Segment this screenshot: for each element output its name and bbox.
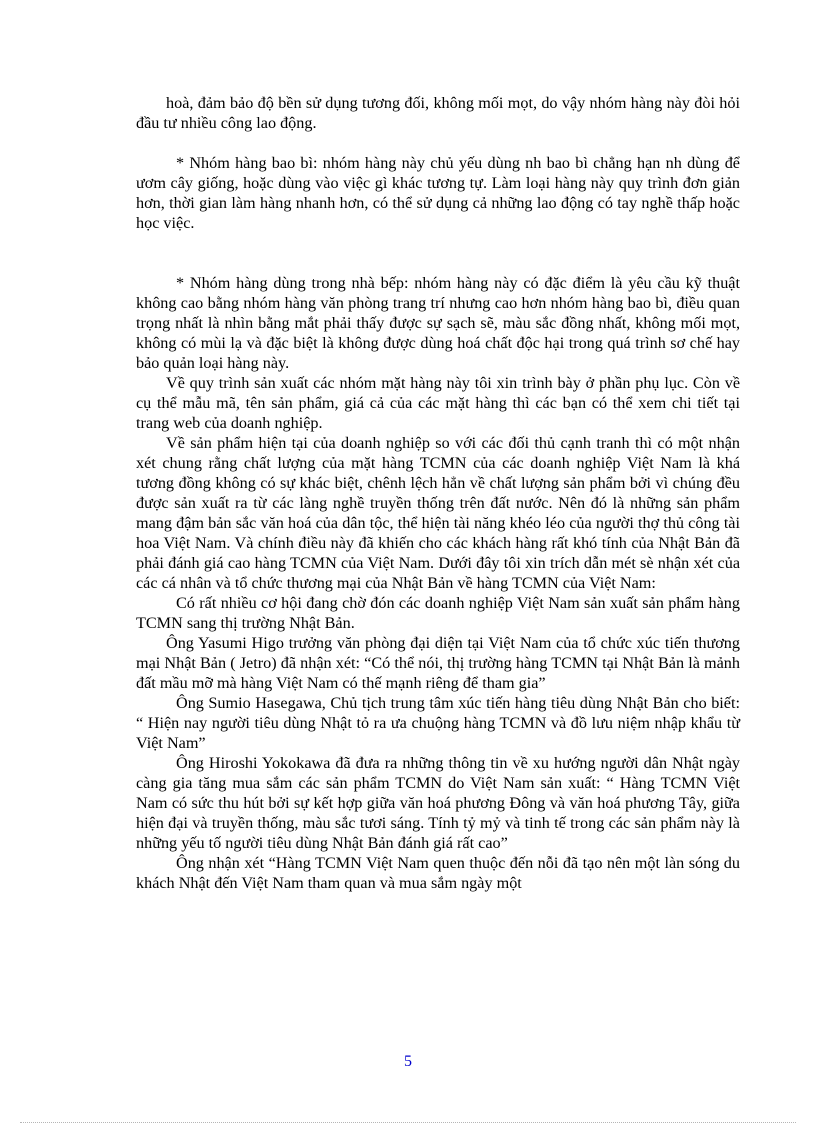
page-number: 5 [404, 1053, 412, 1070]
paragraph-1: hoà, đảm bảo độ bền sử dụng tương đối, không mối mọt, do vậy nhóm hàng này đòi hỏi đầu tư nhiều công lao động. [136, 94, 740, 132]
paragraph-4: Về quy trình sản xuất các nhóm mặt hàng này tôi xin trình bày ở phần phụ lục. Còn về cụ thể mẫu mã, tên sản phẩm, giá cả của các mặt hàng thì các bạn có thể xem chi tiết tại trang web của doanh nghiệp. [136, 374, 740, 432]
paragraph-3: * Nhóm hàng dùng trong nhà bếp: nhóm hàng này có đặc điểm là yêu cầu kỹ thuật không cao bằng nhóm hàng văn phòng trang trí nhưng cao hơn nhóm hàng bao bì, điều quan trọng nhất là nhìn bằng mắt phải thấy được sự sạch sẽ, màu sắc đồng nhất, không mối mọt, không có mùi lạ và đặc biệt là không được dùng hoá chất độc hại trong quá trình sơ chế hay bảo quản loại hàng này. [136, 274, 740, 372]
paragraph-8: Ông Sumio Hasegawa, Chủ tịch trung tâm xúc tiến hàng tiêu dùng Nhật Bản cho biết: “ Hiện nay người tiêu dùng Nhật tỏ ra ưa chuộng hàng TCMN và đồ lưu niệm nhập khẩu từ Việt Nam” [136, 694, 740, 752]
paragraph-9: Ông Hiroshi Yokokawa đã đưa ra những thông tin về xu hướng người dân Nhật ngày càng gia tăng mua sắm các sản phẩm TCMN do Việt Nam sản xuất: “ Hàng TCMN Việt Nam có sức thu hút bởi sự kết hợp giữa văn hoá phương Đông và văn hoá phương Tây, giữa hiện đại và truyền thống, màu sắc tươi sáng. Tính tỷ mỷ và tinh tế trong các sản phẩm này là những yếu tố người tiêu dùng Nhật Bản đánh giá rất cao” [136, 754, 740, 852]
paragraph-5: Về sản phẩm hiện tại của doanh nghiệp so với các đối thủ cạnh tranh thì có một nhận xét chung rằng chất lượng của mặt hàng TCMN của các doanh nghiệp Việt Nam là khá tương đồng không có sự khác biệt, chênh lệch hẳn về chất lượng sản phẩm bởi vì chúng đều được sản xuất ra từ các làng nghề truyền thống trên đất nước. Nên đó là những sản phẩm mang đậm bản sắc văn hoá của dân tộc, thể hiện tài năng khéo léo của người thợ thủ công tài hoa Việt Nam. Và chính điều này đã khiến cho các khách hàng rất khó tính của Nhật Bản đã phải đánh giá cao hàng TCMN của Việt Nam. Dưới đây tôi xin trích dẫn mét sè nhận xét của các cá nhân và tổ chức thương mại của Nhật Bản về hàng TCMN của Việt Nam: [136, 434, 740, 592]
document-body [136, 93, 740, 893]
paragraph-10: Ông nhận xét “Hàng TCMN Việt Nam quen thuộc đến nỗi đã tạo nên một làn sóng du khách Nhật đến Việt Nam tham quan và mua sắm ngày một [136, 854, 740, 892]
paragraph-7: Ông Yasumi Higo trưởng văn phòng đại diện tại Việt Nam của tổ chức xúc tiến thương mại Nhật Bản ( Jetro) đã nhận xét: “Có thể nói, thị trường hàng TCMN tại Nhật Bản là mảnh đất mầu mỡ mà hàng Việt Nam có thế mạnh riêng để tham gia” [136, 634, 740, 692]
paragraph-6: Có rất nhiều cơ hội đang chờ đón các doanh nghiệp Việt Nam sản xuất sản phẩm hàng TCMN sang thị trường Nhật Bản. [136, 594, 740, 632]
paragraph-2: * Nhóm hàng bao bì: nhóm hàng này chủ yếu dùng nh bao bì chẳng hạn nh dùng để ươm cây giống, hoặc dùng vào việc gì khác tương tự. Làm loại hàng này quy trình đơn giản hơn, thời gian làm hàng nhanh hơn, có thể sử dụng cả những lao động có tay nghề thấp hoặc học việc. [136, 154, 740, 232]
